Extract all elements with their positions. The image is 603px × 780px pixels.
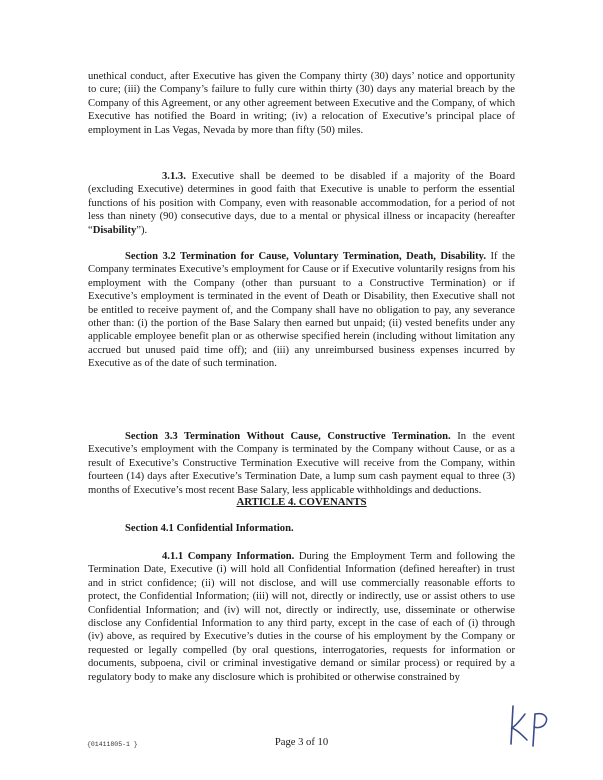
defined-term: Disability [92, 224, 137, 236]
section-heading: Section 3.2 Termination for Cause, Voluntary Termination, Death, Disability. [125, 251, 486, 262]
paragraph-3-1-3: 3.1.3. Executive shall be deemed to be disabled if a majority of the Board (excluding Executive) determines in good faith that Executive is unable to perform the essential functions of his position with Company, even with reasonable accommodation, for a period of not less than ninety (90) consecutive days, due to a mental or physical illness or incapacity (hereafter “Disability”). [88, 171, 515, 236]
clause-number: 3.1.3. [162, 171, 186, 182]
paragraph-text: unethical conduct, after Executive has given the Company thirty (30) days’ notice and opportunity to cure; (iii) the Company’s failure to fully cure within thirty (30) days any material breach by the Company of this Agreement, or any other agreement between Executive and the Company, of which Executive has notified the Board in writing; (iv) a relocation of Executive’s principal place of employment in Las Vegas, Nevada by more than fifty (50) miles. [88, 71, 515, 136]
page-number: Page 3 of 10 [274, 737, 329, 748]
paragraph-text: If the Company terminates Executive’s employment for Cause or if Executive voluntarily resigns from his employment with the Company (other than pursuant to a Constructive Termination) or if Executive’s employment is terminated in the event of Death or Disability, then Executive shall not be entitled to receive payment of, and the Company shall have no obligation to pay, any severance other than: (i) the portion of the Base Salary then earned but unpaid; (ii) vested benefits under any applicable employee benefit plan or as otherwise specified herein (including without limitation any accrued but unused paid time off); and (iii) any unreimbursed business expenses incurred by Executive as of the date of such termination. [88, 251, 515, 370]
paragraph-termination-reasons [88, 70, 515, 137]
document-id: {01411805-1 } [87, 741, 138, 748]
paragraph-text: In the event Executive’s employment with the Company is terminated by the Company without Cause, or as a result of Executive’s Constructive Termination Executive will receive from the Company, within fourteen (14) days after Executive’s Termination Date, a lump sum cash payment equal to three (3) months of Executive’s most recent Base Salary, less applicable withholdings and deductions. [88, 431, 515, 496]
paragraph-4-1-1 [88, 550, 515, 684]
paragraph-text: Executive shall be deemed to be disabled if a majority of the Board (excluding Executive) determines in good faith that Executive is unable to perform the essential functions of his position with Company, even with reasonable accommodation, for a period of not less than ninety (90) consecutive days, due to a mental or physical illness or incapacity (hereafter “ [88, 171, 515, 236]
paragraph-section-3-2 [88, 250, 515, 371]
article-heading: ARTICLE 4. COVENANTS [236, 496, 367, 508]
subsection-heading: 4.1.1 Company Information. [162, 551, 295, 562]
paragraph-section-3-3 [88, 430, 515, 497]
section-4-1-heading: Section 4.1 Confidential Information. [125, 523, 294, 534]
paragraph-text: During the Employment Term and following the Termination Date, Executive (i) will hold all Confidential Information (defined hereafter) in trust and in strict confidence; (ii) will not disclose, and will use commercially reasonable efforts to protect, the Confidential Information; (iii) will not, directly or indirectly, use or assist others to use Confidential Information; and (iv) will not, directly or indirectly, use, disseminate or otherwise disclose any Confidential Information to any third party, except in the case of each of (i) through (iv) above, as required by Executive’s duties in the course of his employment by the Company or requested or legally compelled (by oral questions, interrogatories, requests for information or documents, subpoena, civil or criminal investigative demand or similar process) or required by a regulatory body to make any disclosure which is prohibited or otherwise constrained by [88, 551, 515, 683]
section-heading: Section 3.3 Termination Without Cause, Constructive Termination. [125, 431, 451, 442]
